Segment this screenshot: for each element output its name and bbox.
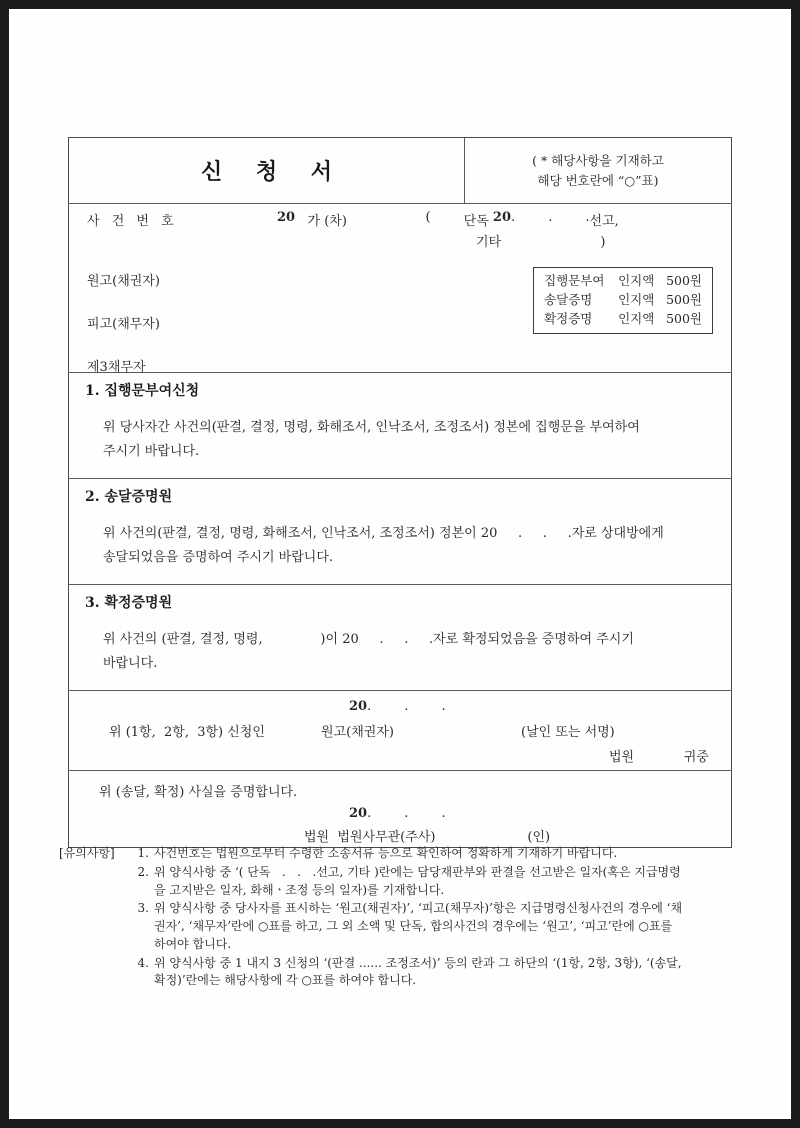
notes-section xyxy=(59,845,749,991)
certification-court-label: 법원 xyxy=(304,830,330,846)
parties-row xyxy=(69,258,731,373)
single-judge-label: 단독 xyxy=(463,214,489,229)
fee-row xyxy=(544,272,702,291)
defendant-label: 피고(채무자) xyxy=(87,317,160,332)
note-line: 권자’, ‘채무자’란에 ○표를 하고, 그 외 소액 및 단독, 합의사건의 경우에는 ‘원고’, ‘피고’란에 ○표를 xyxy=(154,919,673,933)
applicant-signature-block xyxy=(69,691,731,771)
case-open-paren: ( xyxy=(425,210,431,225)
certification-seal-mark: (인) xyxy=(527,830,551,846)
case-number-type: 가 (차) xyxy=(307,214,347,229)
section-2-heading: 2. 송달증명원 xyxy=(85,489,173,506)
form-title-cell xyxy=(69,138,465,203)
stamp-fee-box xyxy=(533,267,713,334)
certification-date-dots: . . . xyxy=(367,806,446,822)
document-page xyxy=(9,9,791,1119)
note-item xyxy=(59,955,749,991)
section-2-body xyxy=(69,512,731,585)
certification-officer-label: 법원사무관(주사) xyxy=(337,830,436,846)
fee-name: 확정증명 xyxy=(544,310,593,326)
applicant-date-year: 20 xyxy=(349,699,368,715)
section-3-heading: 3. 확정증명원 xyxy=(85,595,173,612)
fee-row xyxy=(544,291,702,310)
note-line: 위 양식사항 중 ‘( 단독 . . .선고, 기타 )란에는 담당재판부와 판결을 선고받은 일자(혹은 지급명령 xyxy=(154,864,681,879)
section-3-body-line-1: 위 사건의 (판결, 결정, 명령, )이 20 . . .자로 확정되었음을 증명하여 주시기 xyxy=(103,632,634,648)
note-line: 하여야 합니다. xyxy=(154,936,232,951)
note-index: 4. xyxy=(137,955,149,970)
page-title: 신 청 서 xyxy=(200,159,346,185)
note-item xyxy=(59,900,749,953)
court-certification-block xyxy=(69,771,731,847)
note-line: 확정)’란에는 해당사항에 각 ○표를 하여야 합니다. xyxy=(154,973,417,988)
single-judge-year: 20 xyxy=(492,210,511,225)
case-number-row xyxy=(69,204,731,258)
section-1-body-line-2: 주시기 바랍니다. xyxy=(103,444,200,460)
fee-label: 인지액 xyxy=(618,273,655,288)
section-2-body-line-2: 송달되었음을 증명하여 주시기 바랍니다. xyxy=(103,550,334,566)
note-item xyxy=(59,845,749,863)
note-index: 1. xyxy=(137,846,149,860)
section-1-body-line-1: 위 당사자간 사건의(판결, 결정, 명령, 화해조서, 인낙조서, 조정조서) 정본에 집행문을 부여하여 xyxy=(103,420,640,435)
applicant-label: 위 (1항, 2항, 3항) 신청인 xyxy=(109,725,265,741)
section-2-body-line-1: 위 사건의(판결, 결정, 명령, 화해조서, 인낙조서, 조정조서) 정본이 20 . . .자로 상대방에게 xyxy=(103,526,664,542)
case-number-year: 20 xyxy=(277,210,296,225)
note-index: 3. xyxy=(137,901,149,916)
applicant-party: 원고(채권자) xyxy=(321,725,394,741)
court-label: 법원 xyxy=(609,750,635,766)
case-date-dots: . . . xyxy=(511,210,590,225)
certification-statement: 위 (송달, 확정) 사실을 증명합니다. xyxy=(99,785,298,801)
fee-label: 인지액 xyxy=(618,310,655,326)
case-close-paren: ) xyxy=(600,235,606,250)
header-note-line-2: 해당 번호란에 “○”표) xyxy=(537,172,659,188)
seal-or-signature-note: (날인 또는 서명) xyxy=(521,725,615,741)
plaintiff-label: 원고(채권자) xyxy=(87,274,160,289)
fee-label: 인지액 xyxy=(618,291,655,307)
note-line: 위 양식사항 중 당사자를 표시하는 ‘원고(채권자)’, ‘피고(채무자)’항은 지급명령신청사건의 경우에 ‘채 xyxy=(154,901,683,916)
fee-row xyxy=(544,310,702,329)
header-instruction-note xyxy=(465,138,731,203)
form-title-row xyxy=(69,138,731,204)
notes-heading: [유의사항] xyxy=(59,846,115,860)
fee-name: 송달증명 xyxy=(544,291,593,307)
note-text xyxy=(154,955,749,991)
section-3-body xyxy=(69,618,731,691)
third-debtor-label: 제3채무자 xyxy=(87,360,146,375)
honorific-label: 귀중 xyxy=(683,750,709,766)
fee-amount: 500원 xyxy=(666,310,702,326)
note-index: 2. xyxy=(137,864,149,879)
note-text xyxy=(154,845,749,863)
application-form-table xyxy=(68,137,732,848)
note-text xyxy=(154,900,749,953)
note-text xyxy=(154,864,749,900)
note-line: 위 양식사항 중 1 내지 3 신청의 ‘(판결 ...... 조정조서)’ 등의 란과 그 하단의 ‘(1항, 2항, 3항), ‘(송달, xyxy=(154,955,682,970)
applicant-date-dots: . . . xyxy=(367,699,446,715)
fee-amount: 500원 xyxy=(666,291,702,307)
header-note-line-1: ( * 해당사항을 기재하고 xyxy=(532,153,664,169)
certification-date-year: 20 xyxy=(349,806,368,822)
note-item xyxy=(59,864,749,900)
fee-amount: 500원 xyxy=(666,273,702,288)
fee-name: 집행문부여 xyxy=(544,273,605,288)
section-1-heading: 1. 집행문부여신청 xyxy=(85,383,200,399)
note-line: 사건번호는 법원으로부터 수령한 소송서류 등으로 확인하여 정확하게 기재하기 바랍니다. xyxy=(154,846,618,860)
section-3-body-line-2: 바랍니다. xyxy=(103,656,158,672)
other-label: 기타 xyxy=(476,235,502,250)
section-1-body xyxy=(69,406,731,479)
note-line: 을 고지받은 일자, 화해ㆍ조정 등의 일자)를 기재합니다. xyxy=(154,882,445,897)
case-number-label: 사 건 번 호 xyxy=(87,214,178,229)
sentencing-label: 선고, xyxy=(589,214,619,229)
